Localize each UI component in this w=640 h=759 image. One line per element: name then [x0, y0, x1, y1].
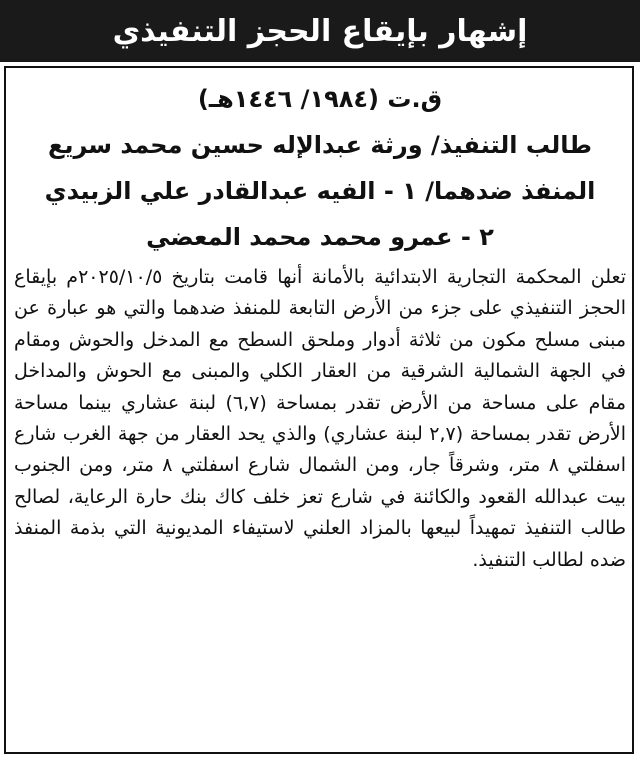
notice-title: إشهار بإيقاع الحجز التنفيذي: [112, 13, 528, 49]
case-number: ق.ت (١٩٨٤/ ١٤٤٦هـ): [197, 85, 443, 113]
case-headings: [14, 76, 626, 260]
notice-body: تعلن المحكمة التجارية الابتدائية بالأمانة أنها قامت بتاريخ ٢٠٢٥/١٠/٥م بإيقاع الحجز التنفيذي على جزء من الأرض التابعة للمنفذ ضدهما والتي هو عبارة عن مبنى مسلح مكون من ثلاثة أدوار وملحق السطح مع المدخل والحوش ومقام في الجهة الشمالية الشرقية من العقار الكلي والمبنى مع الحوش والمداخل مقام على مساحة من الأرض تقدر بمساحة (٦,٧) لبنة عشاري بينما مساحة الأرض تقدر بمساحة (٢,٧ لبنة عشاري) والذي يحد العقار من جهة الغرب شارع اسفلتي ٨ متر، وشرقاً جار، ومن الشمال شارع اسفلتي ٨ متر، ومن الجنوب بيت عبدالله القعود والكائنة في شارع تعز خلف كاك بنك حارة الرعاية، لصالح طالب التنفيذ تمهيداً لبيعها بالمزاد العلني لاستيفاء المديونية التي بذمة المنفذ ضده لطالب التنفيذ.: [14, 266, 627, 571]
applicant-line: طالب التنفيذ/ ورثة عبدالإله حسين محمد سريع: [48, 131, 592, 159]
respondent-line-2: ٢ - عمرو محمد محمد المعضي: [146, 223, 494, 251]
respondent-line-1: المنفذ ضدهما/ ١ - الفيه عبدالقادر علي الزبيدي: [44, 177, 596, 205]
title-bar: [0, 0, 640, 62]
